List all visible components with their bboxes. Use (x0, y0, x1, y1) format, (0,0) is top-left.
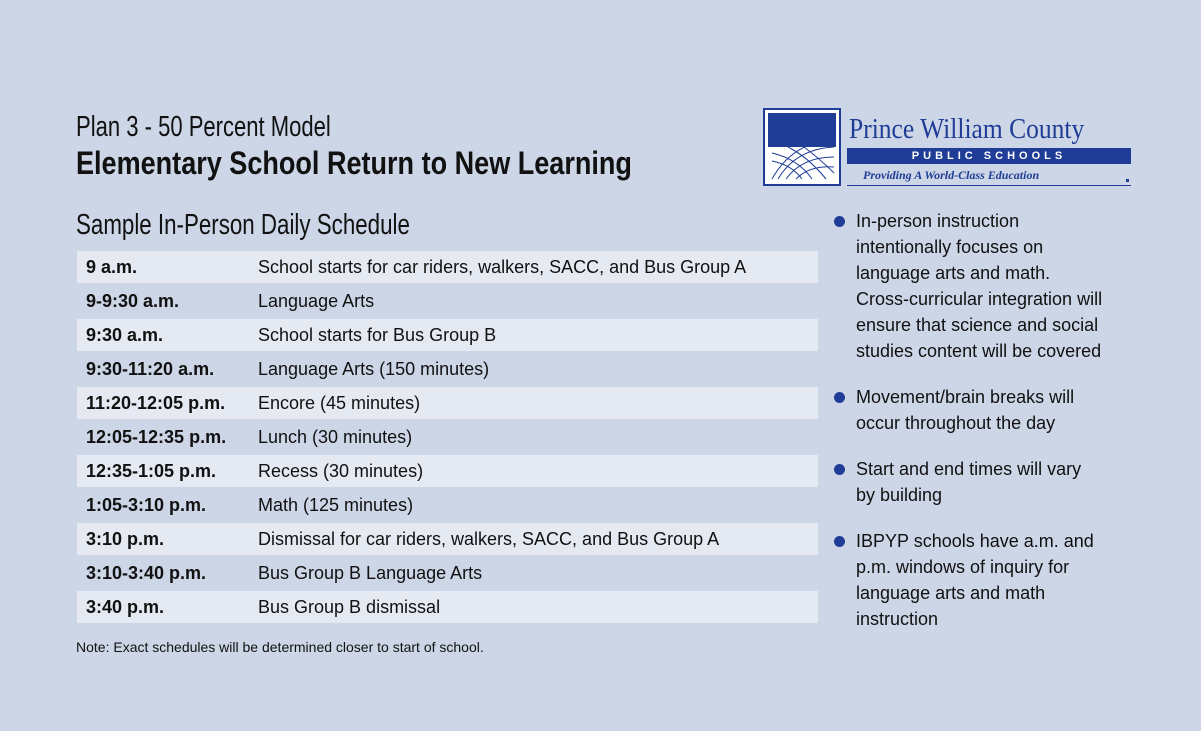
bullet-line: Start and end times will vary (856, 459, 1082, 479)
schedule-row (77, 455, 818, 487)
bullet-list (832, 208, 1162, 652)
bullet-line: instruction (856, 609, 939, 629)
schedule-row (77, 285, 818, 317)
schedule-time: 9:30 a.m. (86, 325, 164, 345)
schedule-row (77, 319, 818, 351)
bullet-line: by building (856, 485, 943, 505)
schedule-row (77, 251, 818, 283)
plan-title: Plan 3 - 50 Percent Model (76, 111, 331, 143)
schedule-activity: School starts for Bus Group B (258, 325, 497, 345)
schedule-time: 12:05-12:35 p.m. (86, 427, 227, 447)
schedule-time: 12:35-1:05 p.m. (86, 461, 217, 481)
schedule-table (77, 251, 818, 625)
bullet-line: language arts and math (856, 583, 1046, 603)
schedule-time: 9:30-11:20 a.m. (86, 359, 215, 379)
bullet-line: intentionally focuses on (856, 237, 1044, 257)
bullet-dot-icon (834, 216, 845, 227)
bullet-line: Cross-curricular integration will (856, 289, 1103, 309)
bullet-item (832, 456, 1162, 508)
schedule-activity: Math (125 minutes) (258, 495, 414, 515)
bullet-line: occur throughout the day (856, 413, 1056, 433)
schedule-time: 3:40 p.m. (86, 597, 165, 617)
schedule-activity: School starts for car riders, walkers, SACC, and Bus Group A (258, 257, 747, 277)
logo-name: Prince William County (849, 113, 1085, 145)
schedule-activity: Bus Group B Language Arts (258, 563, 483, 583)
schedule-row (77, 489, 818, 521)
schedule-row (77, 387, 818, 419)
schedule-activity: Recess (30 minutes) (258, 461, 424, 481)
bullet-item (832, 528, 1162, 632)
bullet-line: Movement/brain breaks will (856, 387, 1075, 407)
logo-bar: PUBLIC SCHOOLS (847, 148, 1131, 164)
bullet-dot-icon (834, 464, 845, 475)
schedule-row (77, 523, 818, 555)
pwcs-logo (763, 108, 1135, 190)
bullet-dot-icon (834, 392, 845, 403)
schedule-heading: Sample In-Person Daily Schedule (76, 209, 410, 241)
schedule-note: Note: Exact schedules will be determined closer to start of school. (76, 639, 484, 655)
schedule-activity: Bus Group B dismissal (258, 597, 441, 617)
logo-dot (1126, 179, 1129, 182)
schedule-time: 3:10 p.m. (86, 529, 165, 549)
schedule-row (77, 353, 818, 385)
schedule-activity: Language Arts (258, 291, 375, 311)
logo-underline (847, 185, 1131, 186)
schedule-activity: Encore (45 minutes) (258, 393, 421, 413)
schedule-time: 3:10-3:40 p.m. (86, 563, 207, 583)
schedule-time: 9-9:30 a.m. (86, 291, 180, 311)
schedule-row (77, 421, 818, 453)
schedule-time: 11:20-12:05 p.m. (86, 393, 226, 413)
schedule-row (77, 591, 818, 623)
bullet-line: p.m. windows of inquiry for (856, 557, 1070, 577)
schedule-activity: Lunch (30 minutes) (258, 427, 413, 447)
bullet-dot-icon (834, 536, 845, 547)
bullet-line: language arts and math. (856, 263, 1051, 283)
bullet-line: In-person instruction (856, 211, 1020, 231)
bullet-line: ensure that science and social (856, 315, 1099, 335)
bullet-line: IBPYP schools have a.m. and (856, 531, 1094, 551)
page-title: Elementary School Return to New Learning (76, 145, 632, 181)
schedule-time: 9 a.m. (86, 257, 138, 277)
bullet-item (832, 208, 1162, 364)
bullet-item (832, 384, 1162, 436)
schedule-row (77, 557, 818, 589)
schedule-activity: Dismissal for car riders, walkers, SACC, and Bus Group A (258, 529, 720, 549)
logo-tagline: Providing A World-Class Education (863, 168, 1040, 182)
schedule-activity: Language Arts (150 minutes) (258, 359, 490, 379)
schedule-time: 1:05-3:10 p.m. (86, 495, 207, 515)
bullet-line: studies content will be covered (856, 341, 1102, 361)
globe-emblem-icon (763, 108, 841, 186)
